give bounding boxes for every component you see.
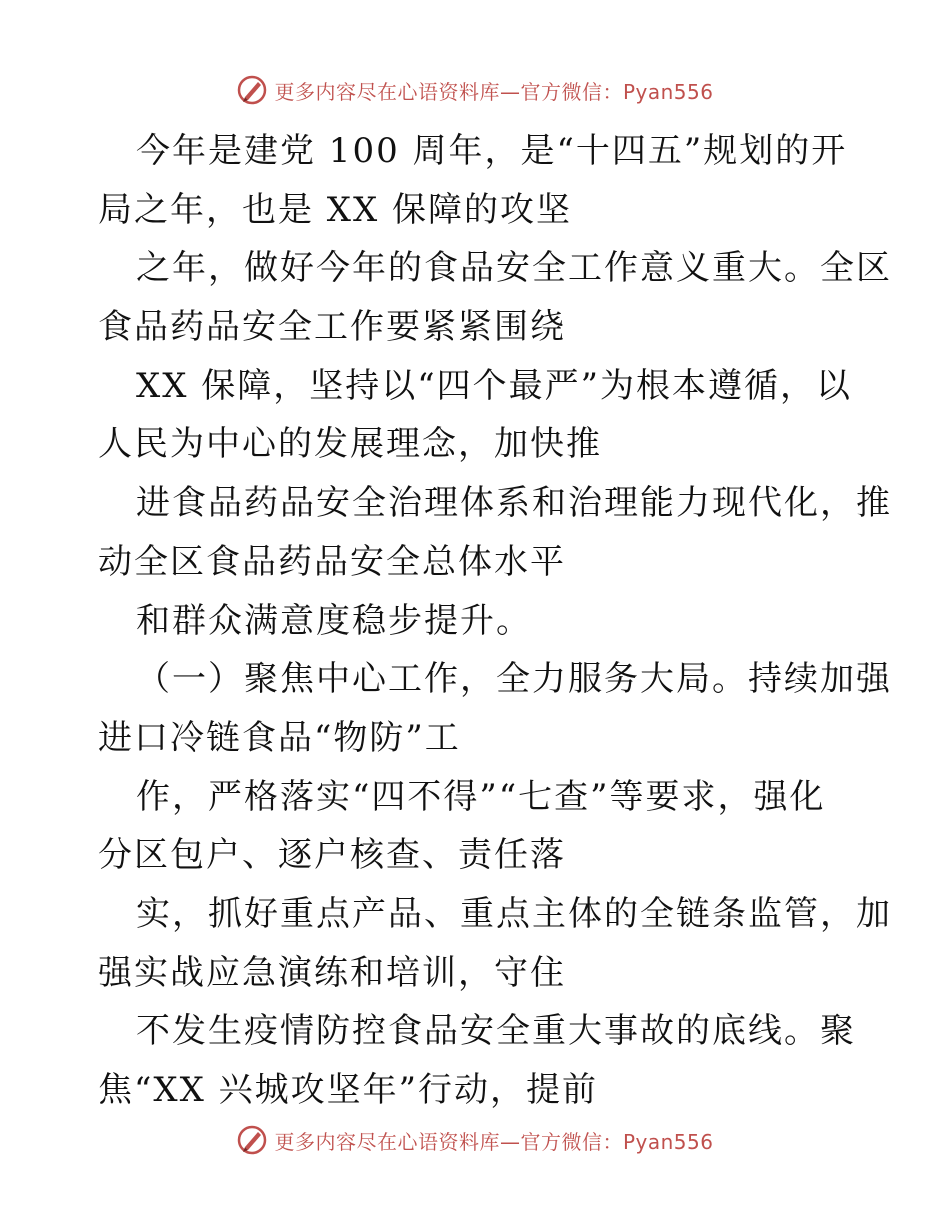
text-line: 食品药品安全工作要紧紧围绕 (98, 307, 566, 348)
text-line: 强实战应急演练和培训，守住 (98, 952, 566, 993)
text-line: XX 保障，坚持以“四个最严”为根本遵循，以 (136, 365, 852, 406)
text-line: （一）聚焦中心工作，全力服务大局。持续加强 (136, 659, 892, 700)
header-banner (0, 70, 950, 110)
text-line: 今年是建党 100 周年，是“十四五”规划的开 (136, 131, 848, 171)
text-line: 实，抓好重点产品、重点主体的全链条监管，加 (136, 893, 892, 934)
text-line: 局之年，也是 XX 保障的攻坚 (98, 189, 573, 230)
pen-logo-icon (236, 74, 268, 106)
document-body (98, 122, 892, 1120)
text-line: 焦“XX 兴城攻坚年”行动，提前 (98, 1070, 598, 1110)
text-line: 进食品药品安全治理体系和治理能力现代化，推 (136, 483, 892, 524)
text-line: 作，严格落实“四不得”“七查”等要求，强化 (136, 776, 826, 817)
text-line: 人民为中心的发展理念，加快推 (98, 424, 602, 465)
footer-banner-text: 更多内容尽在心语资料库—官方微信：Pyan556 (274, 1129, 714, 1154)
text-line: 动全区食品药品安全总体水平 (98, 541, 566, 582)
text-line: 之年，做好今年的食品安全工作意义重大。全区 (136, 248, 892, 289)
footer-banner (0, 1120, 950, 1160)
header-banner-text: 更多内容尽在心语资料库—官方微信：Pyan556 (274, 79, 714, 104)
text-line: 不发生疫情防控食品安全重大事故的底线。聚 (136, 1011, 856, 1052)
pen-logo-icon (236, 1124, 268, 1156)
text-line: 和群众满意度稳步提升。 (136, 600, 532, 641)
text-line: 进口冷链食品“物防”工 (98, 717, 461, 758)
text-line: 分区包户、逐户核查、责任落 (98, 835, 566, 876)
